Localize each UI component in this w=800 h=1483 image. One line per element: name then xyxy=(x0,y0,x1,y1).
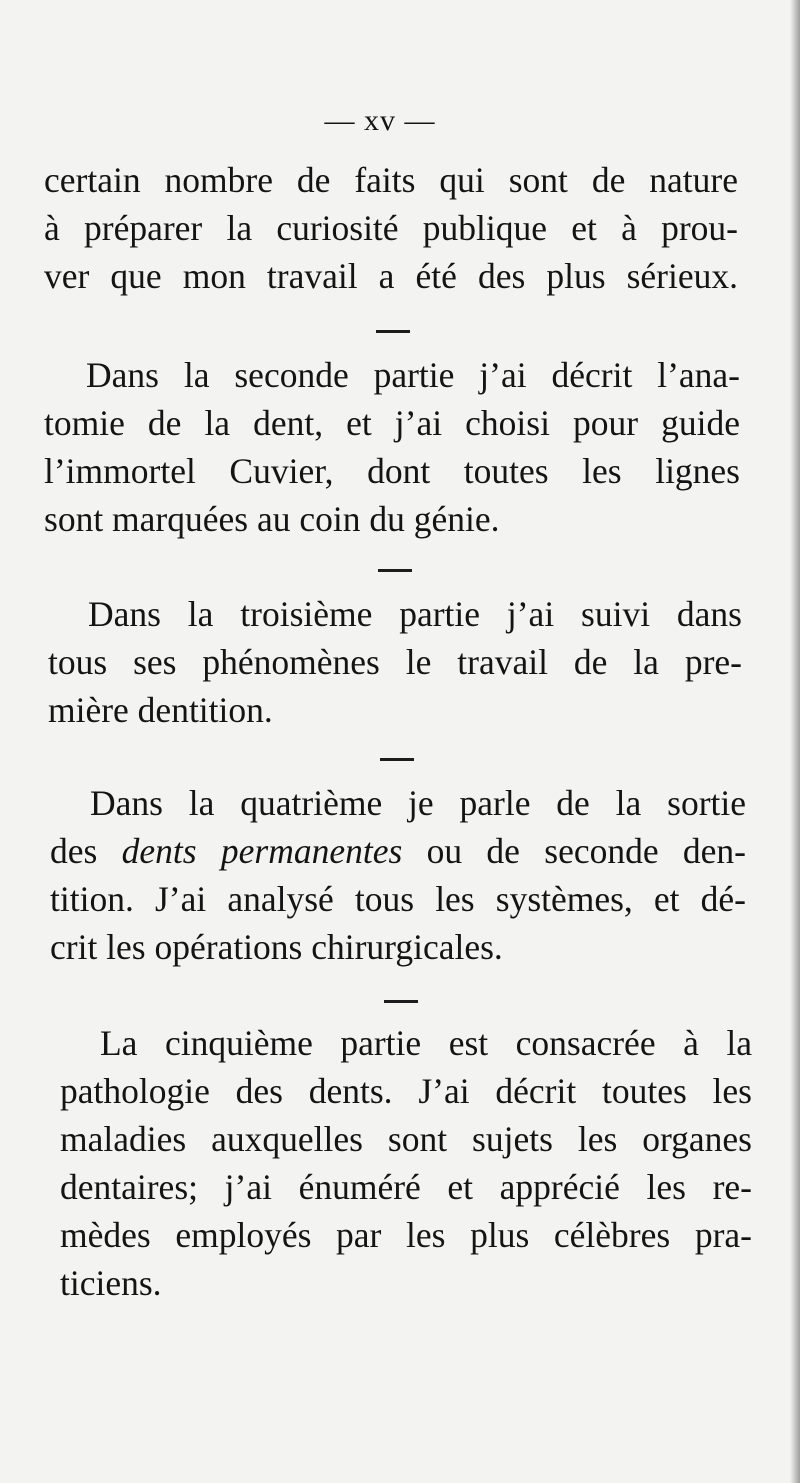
italic-term: dents permanentes xyxy=(121,831,403,871)
paragraph-3 xyxy=(48,590,742,734)
text-line: pathologie des dents. J’ai décrit toutes les xyxy=(60,1071,752,1111)
section-dash xyxy=(384,1000,418,1003)
text-line: crit les opérations chirurgicales. xyxy=(50,927,503,967)
text-line: maladies auxquelles sont sujets les organes xyxy=(60,1119,752,1159)
text-line: dentaires; j’ai énuméré et apprécié les re- xyxy=(60,1167,752,1207)
section-dash xyxy=(378,569,412,572)
text-line: mière dentition. xyxy=(48,690,273,730)
paragraph-1 xyxy=(44,156,738,300)
text-line: Dans la seconde partie j’ai décrit l’ana- xyxy=(86,355,740,395)
paragraph-2 xyxy=(44,351,740,543)
section-dash xyxy=(380,758,414,761)
text-line: Dans la troisième partie j’ai suivi dans xyxy=(88,594,742,634)
text-line: tomie de la dent, et j’ai choisi pour guide xyxy=(44,403,740,443)
paragraph-4 xyxy=(50,779,746,971)
text-fragment: des xyxy=(50,831,122,871)
text-line xyxy=(50,827,746,875)
running-head: — xv — xyxy=(324,104,436,137)
text-line: ver que mon travail a été des plus sérieux. xyxy=(44,256,738,296)
page-edge-shadow xyxy=(790,0,800,1483)
text-fragment: ou de seconde den- xyxy=(402,831,746,871)
text-line: La cinquième partie est consacrée à la xyxy=(100,1023,752,1063)
text-line: l’immortel Cuvier, dont toutes les lignes xyxy=(44,451,740,491)
text-line: à préparer la curiosité publique et à prou- xyxy=(44,208,738,248)
text-line: tous ses phénomènes le travail de la pre- xyxy=(48,642,742,682)
paragraph-5 xyxy=(60,1019,752,1307)
text-line: certain nombre de faits qui sont de nature xyxy=(44,160,738,200)
text-line: mèdes employés par les plus célèbres pra- xyxy=(60,1215,752,1255)
text-line: tition. J’ai analysé tous les systèmes, et dé- xyxy=(50,879,746,919)
section-dash xyxy=(376,330,410,333)
text-line: ticiens. xyxy=(60,1263,162,1303)
text-line: sont marquées au coin du génie. xyxy=(44,499,500,539)
text-line: Dans la quatrième je parle de la sortie xyxy=(90,783,746,823)
